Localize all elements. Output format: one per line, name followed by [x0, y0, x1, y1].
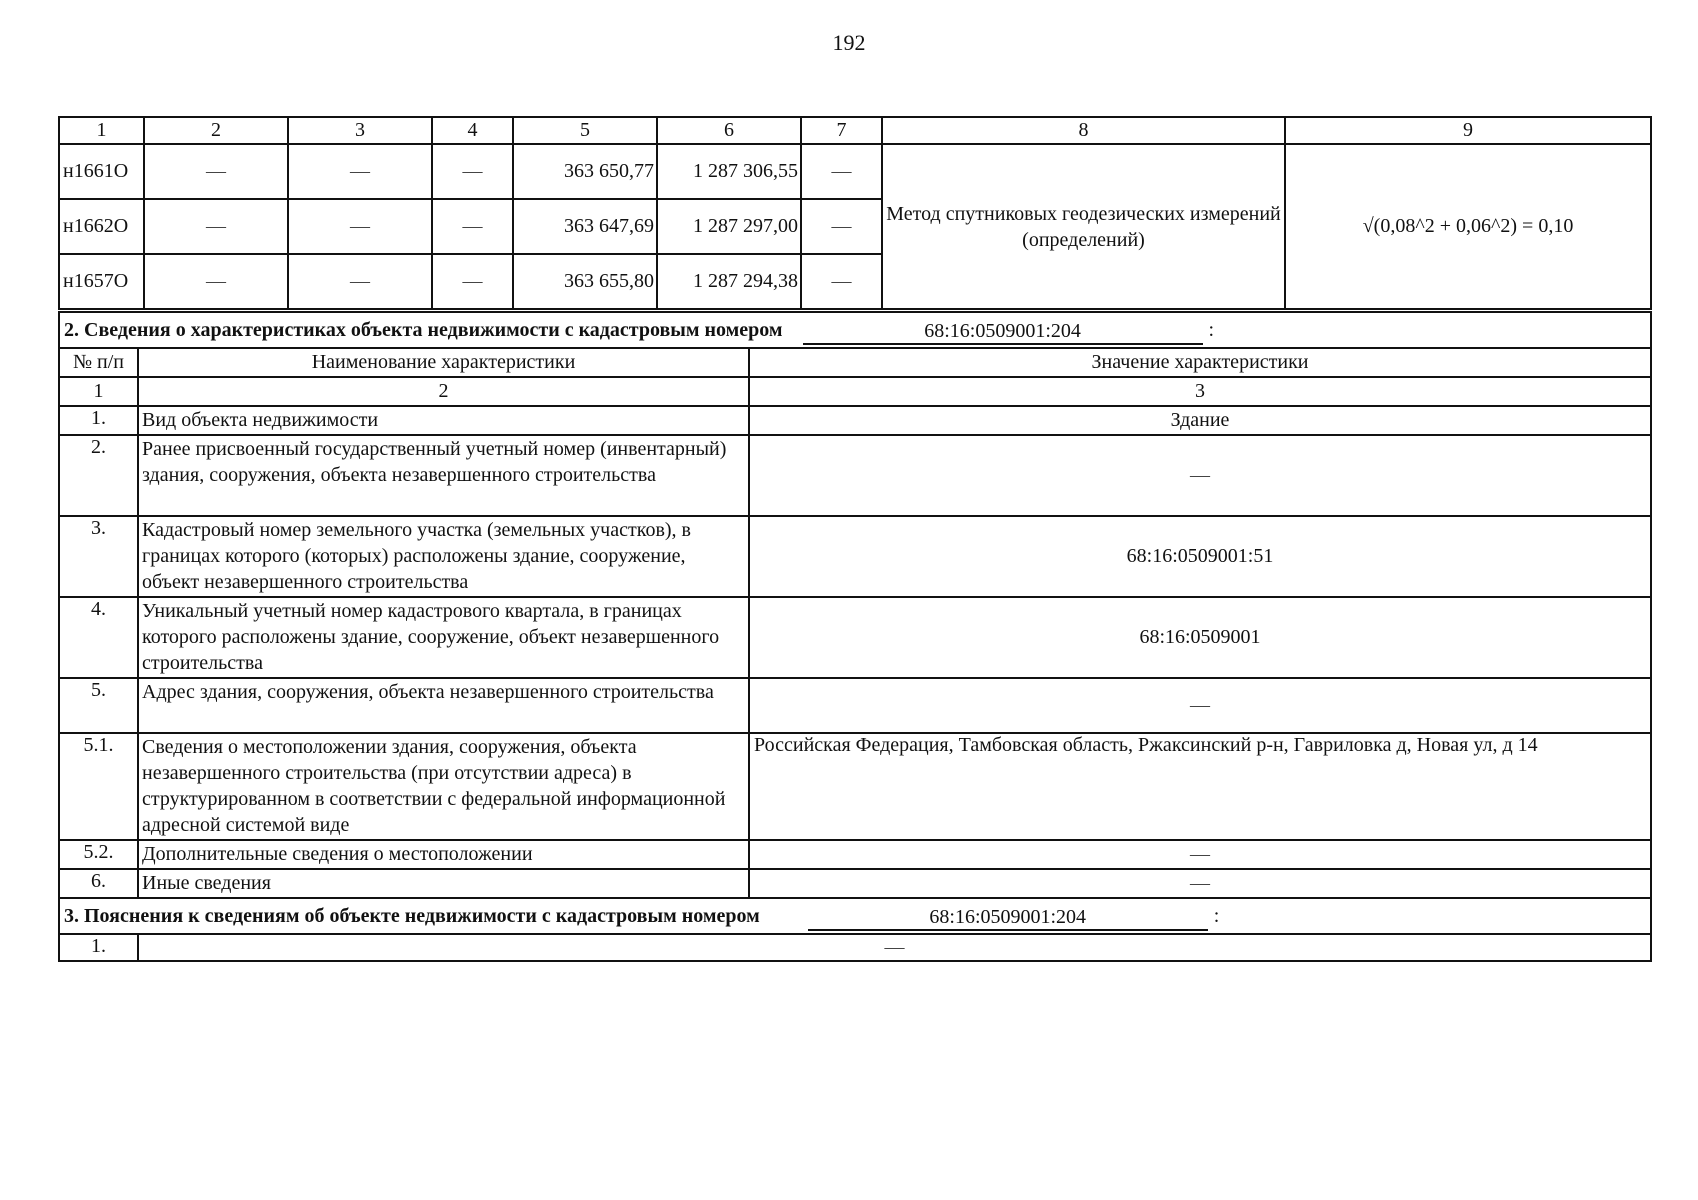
row-number: 1.	[59, 934, 138, 961]
characteristic-name: Адрес здания, сооружения, объекта незавершенного строительства	[138, 678, 749, 733]
characteristic-value: —	[749, 840, 1651, 869]
cell-dash: —	[144, 254, 288, 309]
row-number: 5.1.	[59, 733, 138, 840]
coord-x: 363 650,77	[513, 144, 657, 199]
characteristic-name: Дополнительные сведения о местоположении	[138, 840, 749, 869]
cell-dash: —	[801, 254, 882, 309]
col-number: 2	[138, 377, 749, 406]
col-header-name: Наименование характеристики	[138, 348, 749, 377]
characteristic-value: —	[749, 678, 1651, 733]
point-id: н1661О	[59, 144, 144, 199]
coord-x: 363 647,69	[513, 199, 657, 254]
cell-dash: —	[144, 144, 288, 199]
table-row	[59, 678, 1651, 733]
method-cell: Метод спутниковых геодезических измерений (определений)	[882, 144, 1285, 309]
characteristic-value: Здание	[749, 406, 1651, 435]
characteristic-name: Уникальный учетный номер кадастрового квартала, в границах которого расположены здание, сооружение, объект незавершенного строительства	[138, 597, 749, 678]
table-row	[59, 406, 1651, 435]
col-header-num: № п/п	[59, 348, 138, 377]
table-row	[59, 840, 1651, 869]
point-id: н1662О	[59, 199, 144, 254]
characteristic-value: —	[749, 869, 1651, 898]
row-number: 3.	[59, 516, 138, 597]
section2-cadastral-number: 68:16:0509001:204	[803, 319, 1203, 345]
table-row	[59, 435, 1651, 516]
table-row	[59, 869, 1651, 898]
cell-dash: —	[432, 199, 513, 254]
coord-y: 1 287 306,55	[657, 144, 801, 199]
col-number: 3	[749, 377, 1651, 406]
cell-dash: —	[432, 254, 513, 309]
characteristic-value: Российская Федерация, Тамбовская область, Ржаксинский р-н, Гавриловка д, Новая ул, д 14	[749, 733, 1651, 840]
cell-dash: —	[801, 144, 882, 199]
section3-cadastral-number: 68:16:0509001:204	[808, 905, 1208, 931]
row-number: 1.	[59, 406, 138, 435]
table-row	[59, 597, 1651, 678]
cell-dash: —	[432, 144, 513, 199]
coord-y: 1 287 294,38	[657, 254, 801, 309]
section2-header-row	[59, 348, 1651, 377]
page-number: 192	[832, 30, 866, 55]
section3-title: 3. Пояснения к сведениям об объекте недвижимости с кадастровым номером	[64, 904, 760, 927]
cell-dash: —	[288, 254, 432, 309]
col-header: 6	[657, 117, 801, 144]
row-number: 4.	[59, 597, 138, 678]
row-number: 2.	[59, 435, 138, 516]
section3-heading-row	[59, 898, 1651, 934]
col-number: 1	[59, 377, 138, 406]
explanation-value: —	[138, 934, 1651, 961]
points-header-row	[59, 117, 1651, 144]
row-number: 5.2.	[59, 840, 138, 869]
characteristic-name: Иные сведения	[138, 869, 749, 898]
row-number: 6.	[59, 869, 138, 898]
table-row	[59, 934, 1651, 961]
characteristic-value: —	[749, 435, 1651, 516]
cell-dash: —	[288, 144, 432, 199]
col-header: 4	[432, 117, 513, 144]
section2-title: 2. Сведения о характеристиках объекта недвижимости с кадастровым номером	[64, 318, 783, 341]
col-header-value: Значение характеристики	[749, 348, 1651, 377]
coord-y: 1 287 297,00	[657, 199, 801, 254]
cell-dash: —	[801, 199, 882, 254]
characteristics-table	[58, 311, 1652, 962]
characteristic-name: Сведения о местоположении здания, сооружения, объекта незавершенного строительства (при отсутствии адреса) в структурированном в соответствии с федеральной информационной адресной системой виде	[138, 733, 749, 840]
section2-colnum-row	[59, 377, 1651, 406]
col-header: 5	[513, 117, 657, 144]
col-header: 9	[1285, 117, 1651, 144]
col-header: 1	[59, 117, 144, 144]
characteristic-name: Ранее присвоенный государственный учетный номер (инвентарный) здания, сооружения, объекта незавершенного строительства	[138, 435, 749, 516]
table-row	[59, 733, 1651, 840]
table-row	[59, 144, 1651, 199]
cell-dash: —	[144, 199, 288, 254]
characteristic-name: Вид объекта недвижимости	[138, 406, 749, 435]
coord-x: 363 655,80	[513, 254, 657, 309]
point-id: н1657О	[59, 254, 144, 309]
col-header: 2	[144, 117, 288, 144]
characteristic-name: Кадастровый номер земельного участка (земельных участков), в границах которого (которых) расположены здание, сооружение, объект незавершенного строительства	[138, 516, 749, 597]
col-header: 7	[801, 117, 882, 144]
col-header: 3	[288, 117, 432, 144]
accuracy-cell: √(0,08^2 + 0,06^2) = 0,10	[1285, 144, 1651, 309]
characteristic-value: 68:16:0509001:51	[749, 516, 1651, 597]
characteristic-value: 68:16:0509001	[749, 597, 1651, 678]
row-number: 5.	[59, 678, 138, 733]
section2-colon: :	[1208, 318, 1215, 341]
points-table	[58, 116, 1652, 310]
table-row	[59, 516, 1651, 597]
col-header: 8	[882, 117, 1285, 144]
section2-heading-row	[59, 312, 1651, 348]
section3-colon: :	[1213, 904, 1220, 927]
cell-dash: —	[288, 199, 432, 254]
